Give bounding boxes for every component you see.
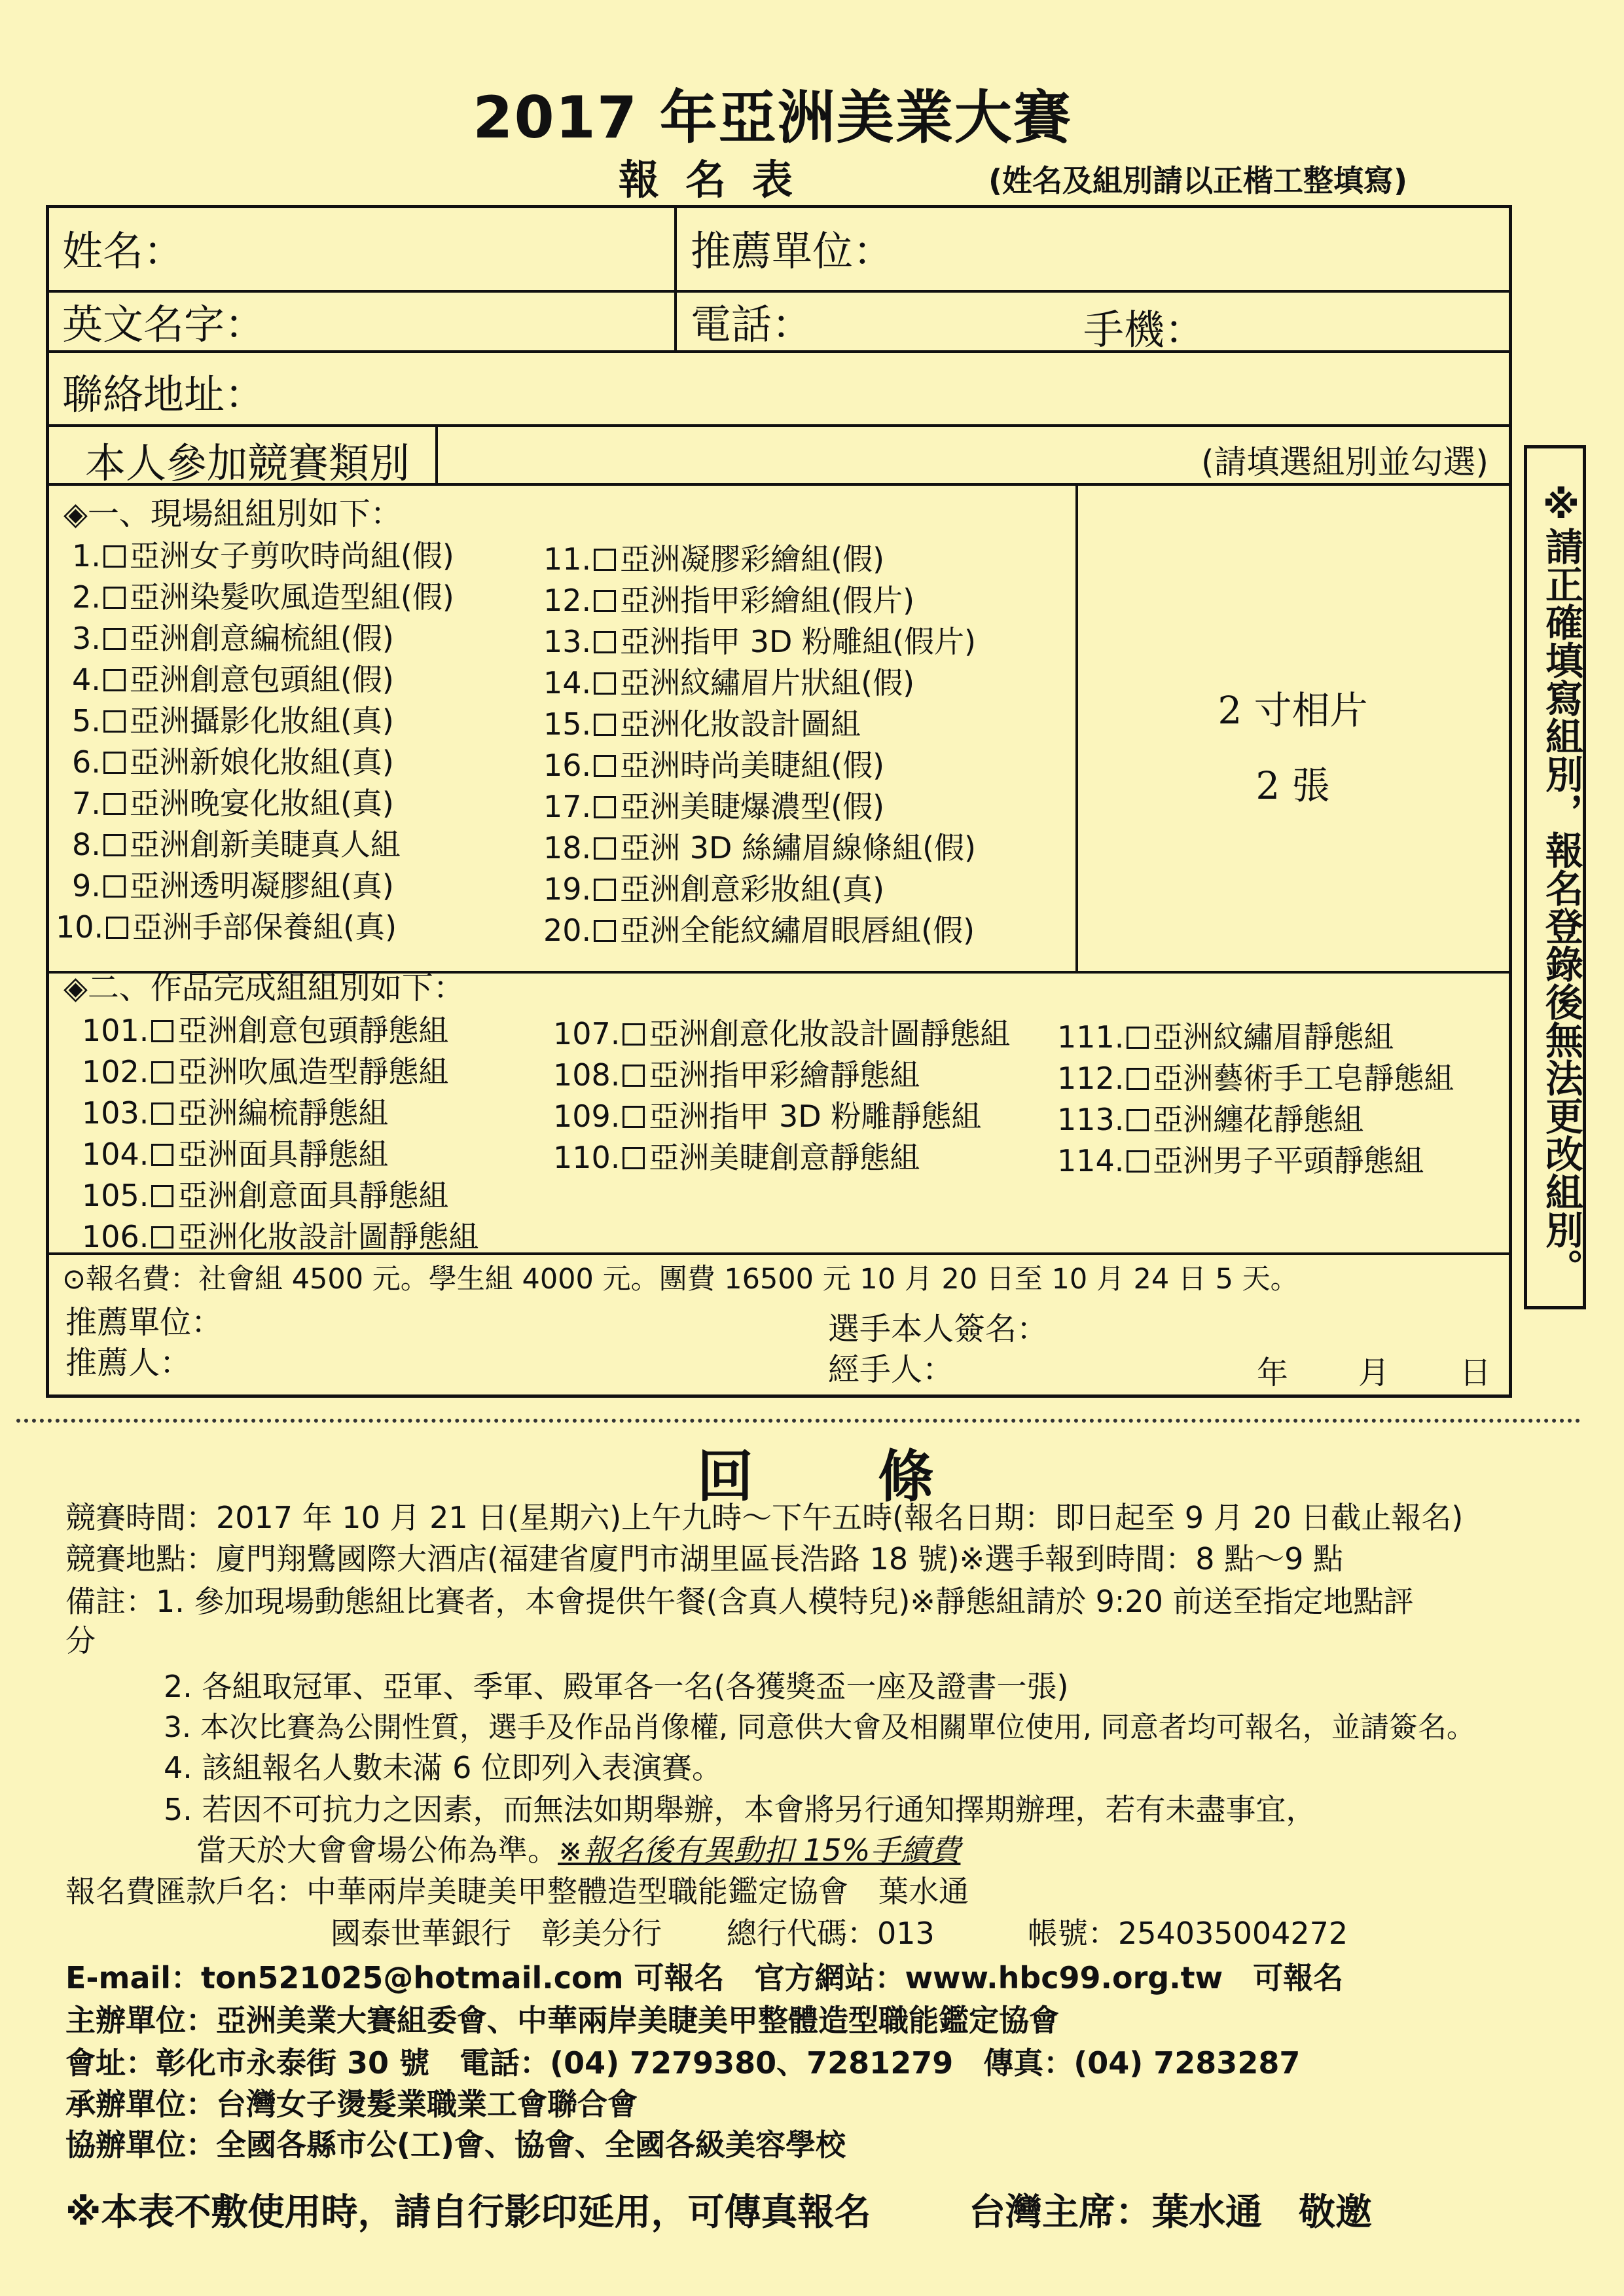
list-item: 9. 亞洲透明凝膠組(真) (72, 868, 394, 903)
photo-requirement: 2 寸相片 (1218, 688, 1368, 733)
side-notice: ※請正確填寫組別，報名登錄後無法更改組別。 (1524, 445, 1586, 1309)
recommend-unit-label: 推薦單位： (691, 227, 894, 275)
account-number: 帳號：254035004272 (1028, 1916, 1348, 1951)
list-item: 1. 亞洲女子剪吹時尚組(假) (72, 538, 454, 574)
phone-label: 電話： (691, 301, 813, 348)
signature-label: 選手本人簽名： (828, 1311, 1049, 1347)
checkbox[interactable] (1127, 1109, 1149, 1131)
checkbox[interactable] (106, 917, 128, 939)
list-item: 104. 亞洲面具靜態組 (82, 1137, 389, 1172)
checkbox[interactable] (1127, 1068, 1149, 1090)
list-item: 110. 亞洲美睫創意靜態組 (553, 1140, 920, 1175)
remark-1: 備註：1. 參加現場動態組比賽者，本會提供午餐(含真人模特兒)※靜態組請於 9:20 前送至指定地點評 (65, 1584, 1414, 1619)
list-item: 113. 亞洲纏花靜態組 (1057, 1102, 1364, 1137)
list-item: 103. 亞洲編梳靜態組 (82, 1095, 389, 1131)
list-item: 13. 亞洲指甲 3D 粉雕組(假片) (543, 624, 976, 659)
checkbox[interactable] (594, 837, 616, 860)
list-item: 17. 亞洲美睫爆濃型(假) (543, 789, 885, 824)
list-item: 107. 亞洲創意化妝設計圖靜態組 (553, 1016, 1011, 1051)
checkbox[interactable] (103, 669, 126, 691)
checkbox[interactable] (103, 710, 126, 733)
date-day: 日 (1460, 1355, 1492, 1391)
office-address: 會址：彰化市永泰街 30 號 電話：(04) 7279380、7281279 傳真：(04) 7283287 (65, 2045, 1301, 2081)
checkbox[interactable] (594, 590, 616, 612)
checkbox[interactable] (103, 875, 126, 898)
organizer: 主辦單位：亞洲美業大賽組委會、中華兩岸美睫美甲整體造型職能鑑定協會 (65, 2003, 1059, 2038)
list-item: 105. 亞洲創意面具靜態組 (82, 1178, 449, 1213)
checkbox[interactable] (151, 1144, 173, 1166)
category-note: (請填選組別並勾選) (1201, 443, 1489, 481)
contact-email-website: E-mail：ton521025@hotmail.com 可報名 官方網站：www.hbc99.org.tw 可報名 (65, 1960, 1344, 1995)
list-item: 15. 亞洲化妝設計圖組 (543, 706, 861, 742)
photocopy-note: ※本表不敷使用時，請自行影印延用，可傳真報名 (65, 2191, 871, 2234)
list-item: 112. 亞洲藝術手工皂靜態組 (1057, 1061, 1454, 1096)
competition-time: 競賽時間：2017 年 10 月 21 日(星期六)上午九時～下午五時(報名日期：即日起至 9 月 20 日截止報名) (65, 1500, 1464, 1535)
list-item: 106. 亞洲化妝設計圖靜態組 (82, 1219, 479, 1254)
checkbox[interactable] (151, 1061, 173, 1084)
address-label: 聯絡地址： (62, 371, 266, 418)
list-item: 6. 亞洲新娘化妝組(真) (72, 744, 394, 780)
checkbox[interactable] (151, 1226, 173, 1248)
list-item: 12. 亞洲指甲彩繪組(假片) (543, 583, 915, 618)
list-item: 114. 亞洲男子平頭靜態組 (1057, 1143, 1424, 1178)
list-item: 7. 亞洲晚宴化妝組(真) (72, 786, 394, 821)
list-item: 18. 亞洲 3D 絲繡眉線條組(假) (543, 830, 976, 866)
list-item: 108. 亞洲指甲彩繪靜態組 (553, 1057, 920, 1093)
list-item: 8. 亞洲創新美睫真人組 (72, 827, 401, 862)
remark-1-cont: 分 (65, 1623, 96, 1658)
registration-form (46, 205, 1512, 1398)
checkbox[interactable] (151, 1020, 173, 1042)
list-item: 3. 亞洲創意編梳組(假) (72, 621, 394, 656)
checkbox[interactable] (1127, 1027, 1149, 1049)
list-item: 19. 亞洲創意彩妝組(真) (543, 871, 885, 907)
list-item: 5. 亞洲攝影化妝組(真) (72, 703, 394, 738)
date-month: 月 (1358, 1355, 1390, 1391)
checkbox[interactable] (1127, 1150, 1149, 1173)
list-item: 109. 亞洲指甲 3D 粉雕靜態組 (553, 1099, 982, 1134)
form-subtitle: 報名表 (619, 156, 820, 204)
list-item: 16. 亞洲時尚美睫組(假) (543, 748, 885, 783)
checkbox[interactable] (151, 1185, 173, 1207)
english-name-label: 英文名字： (62, 301, 266, 348)
checkbox[interactable] (623, 1065, 645, 1087)
list-item: 102. 亞洲吹風造型靜態組 (82, 1054, 449, 1089)
fee-info: ⊙報名費：社會組 4500 元。學生組 4000 元。團費 16500 元 10 月 20 日至 10 月 24 日 5 天。 (62, 1263, 1299, 1296)
chairman-invitation: 台灣主席：葉水通 敬邀 (969, 2191, 1372, 2234)
section1-title: ◈一、現場組組別如下： (63, 496, 402, 532)
list-item: 2. 亞洲染髮吹風造型組(假) (72, 579, 454, 615)
remark-2: 2. 各組取冠軍、亞軍、季軍、殿軍各一名(各獲獎盃一座及證書一張) (164, 1669, 1069, 1704)
checkbox[interactable] (103, 545, 126, 568)
form-title: 2017 年亞洲美業大賽 (473, 84, 1072, 151)
recommender-label: 推薦人： (65, 1345, 192, 1381)
list-item: 11. 亞洲凝膠彩繪組(假) (543, 541, 885, 577)
list-item: 101. 亞洲創意包頭靜態組 (82, 1013, 449, 1048)
remark-4: 4. 該組報名人數未滿 6 位即列入表演賽。 (164, 1750, 723, 1785)
list-item: 10. 亞洲手部保養組(真) (56, 909, 397, 945)
checkbox[interactable] (594, 631, 616, 653)
undertaker: 承辦單位：台灣女子燙髮業職業工會聯合會 (65, 2086, 638, 2122)
mobile-label: 手機： (1083, 306, 1206, 354)
checkbox[interactable] (594, 755, 616, 777)
date-year: 年 (1257, 1355, 1289, 1391)
bank-name: 國泰世華銀行 彰美分行 (331, 1916, 662, 1951)
list-item: 111. 亞洲紋繡眉靜態組 (1057, 1019, 1394, 1055)
bank-code: 總行代碼：013 (727, 1916, 935, 1951)
checkbox[interactable] (594, 714, 616, 736)
name-label: 姓名： (62, 227, 185, 275)
remark-5-cont: 當天於大會會場公佈為準。※報名後有異動扣 15%手續費 (196, 1832, 961, 1868)
checkbox[interactable] (103, 587, 126, 609)
competition-venue: 競賽地點：廈門翔鷺國際大酒店(福建省廈門市湖里區長浩路 18 號)※選手報到時間：8 點～9 點 (65, 1541, 1343, 1576)
checkbox[interactable] (594, 796, 616, 818)
handler-label: 經手人： (828, 1351, 954, 1388)
checkbox[interactable] (623, 1023, 645, 1046)
checkbox[interactable] (594, 879, 616, 901)
checkbox[interactable] (103, 752, 126, 774)
co-organizer: 協辦單位：全國各縣市公(工)會、協會、全國各級美容學校 (65, 2127, 846, 2162)
list-item: 4. 亞洲創意包頭組(假) (72, 662, 394, 697)
account-name: 報名費匯款戶名：中華兩岸美睫美甲整體造型職能鑑定協會 葉水通 (65, 1874, 969, 1909)
remark-3: 3. 本次比賽為公開性質，選手及作品肖像權, 同意供大會及相關單位使用, 同意者均可報名，並請簽名。 (164, 1711, 1475, 1744)
checkbox[interactable] (594, 920, 616, 942)
handling-fee-note: ※報名後有異動扣 15%手續費 (558, 1832, 961, 1868)
list-item: 14. 亞洲紋繡眉片狀組(假) (543, 665, 915, 701)
recommend-unit-sign-label: 推薦單位： (65, 1304, 223, 1341)
checkbox[interactable] (623, 1106, 645, 1128)
checkbox[interactable] (103, 834, 126, 856)
section2-title: ◈二、作品完成組組別如下： (63, 970, 465, 1006)
photo-count: 2 張 (1255, 763, 1330, 808)
fill-instruction: (姓名及組別請以正楷工整填寫) (988, 163, 1408, 198)
cut-line (16, 1419, 1581, 1423)
checkbox[interactable] (594, 672, 616, 695)
checkbox[interactable] (594, 549, 616, 571)
list-item: 20. 亞洲全能紋繡眉眼唇組(假) (543, 913, 975, 948)
checkbox[interactable] (151, 1102, 173, 1125)
checkbox[interactable] (103, 793, 126, 815)
remark-5: 5. 若因不可抗力之因素，而無法如期舉辦，本會將另行通知擇期辦理，若有未盡事宜， (164, 1792, 1316, 1827)
checkbox[interactable] (103, 628, 126, 650)
category-label: 本人參加競賽類別 (85, 439, 410, 487)
checkbox[interactable] (623, 1147, 645, 1169)
reply-slip-title: 回條 (697, 1444, 1058, 1510)
